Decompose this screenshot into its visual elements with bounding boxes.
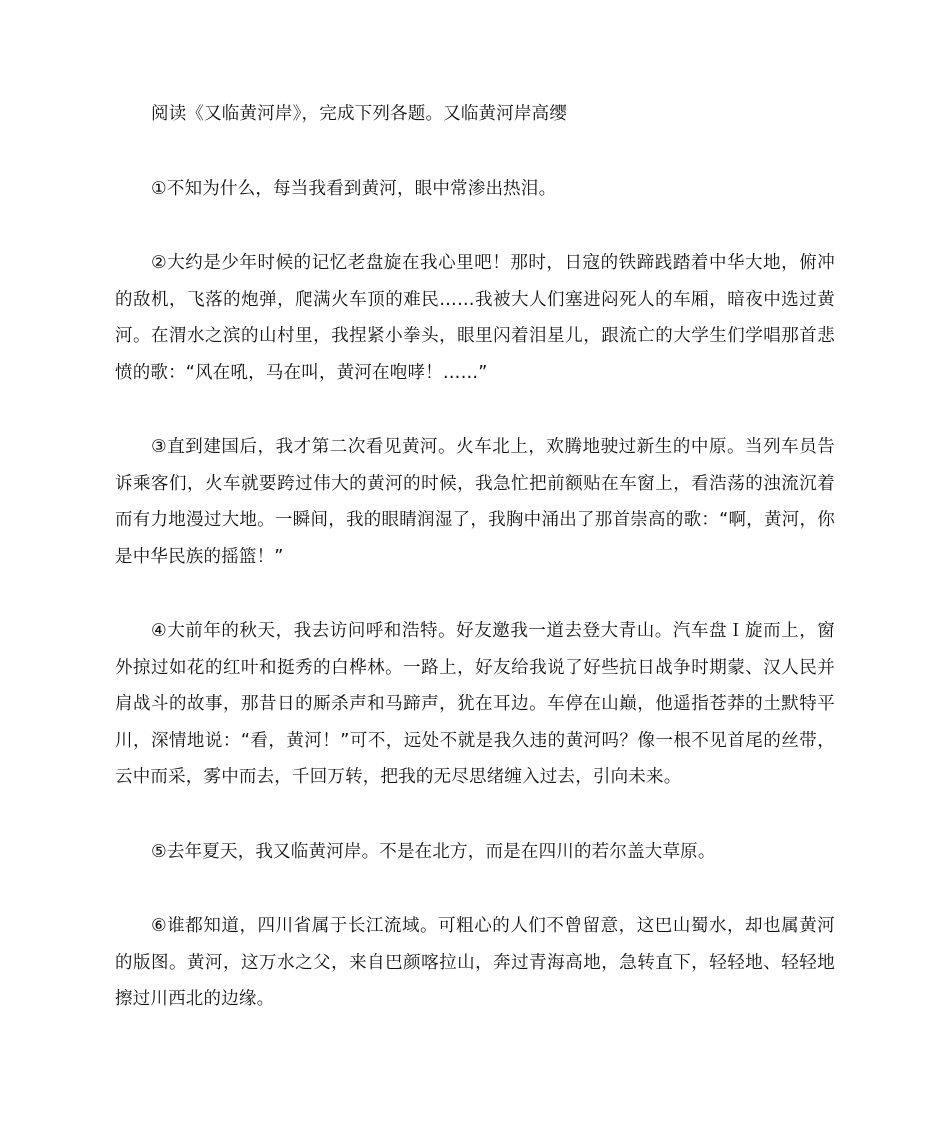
paragraph-1: ①不知为什么，每当我看到黄河，眼中常渗出热泪。 (151, 178, 557, 199)
paragraph-6: ⑥谁都知道，四川省属于长江流域。可粗心的人们不曾留意，这巴山蜀水，却也属黄河的版图。黄河，这万水之父，来自巴颜喀拉山，奔过青海高地，急转直下，轻轻地、轻轻地擦过川西北的边缘。 (115, 916, 835, 1009)
paragraph-3: ③直到建国后，我才第二次看见黄河。火车北上，欢腾地驶过新生的中原。当列车员告诉乘客们，火车就要跨过伟大的黄河的时候，我急忙把前额贴在车窗上，看浩荡的浊流沉着而有力地漫过大地。一瞬间，我的眼睛润湿了，我胸中涌出了那首崇高的歌：“啊，黄河，你是中华民族的摇篮！” (115, 437, 835, 567)
document-page (115, 96, 835, 1056)
paragraph-5: ⑤去年夏天，我又临黄河岸。不是在北方，而是在四川的若尔盖大草原。 (151, 841, 716, 862)
paragraph-2: ②大约是少年时候的记忆老盘旋在我心里吧！那时，日寇的铁蹄践踏着中华大地，俯冲的敌机，飞落的炮弹，爬满火车顶的难民……我被大人们塞进闷死人的车厢，暗夜中选过黄河。在渭水之滨的山村里，我捏紧小拳头，眼里闪着泪星儿，跟流亡的大学生们学唱那首悲愤的歌：“风在吼，马在叫，黄河在咆哮！……” (115, 253, 835, 383)
reading-instruction: 阅读《又临黄河岸》，完成下列各题。又临黄河岸高缨 (151, 104, 568, 124)
paragraph-4: ④大前年的秋天，我去访问呼和浩特。好友邀我一道去登大青山。汽车盘Ｉ旋而上，窗外掠过如花的红叶和挺秀的白桦林。一路上，好友给我说了好些抗日战争时期蒙、汉人民并肩战斗的故事，那昔日的厮杀声和马蹄声，犹在耳边。车停在山巅，他遥指苍莽的土默特平川，深情地说：“看，黄河！”可不，远处不就是我久违的黄河吗？像一根不见首尾的丝带，云中而采，雾中而去，千回万转，把我的无尽思绪缠入过去，引向未来。 (115, 621, 835, 787)
